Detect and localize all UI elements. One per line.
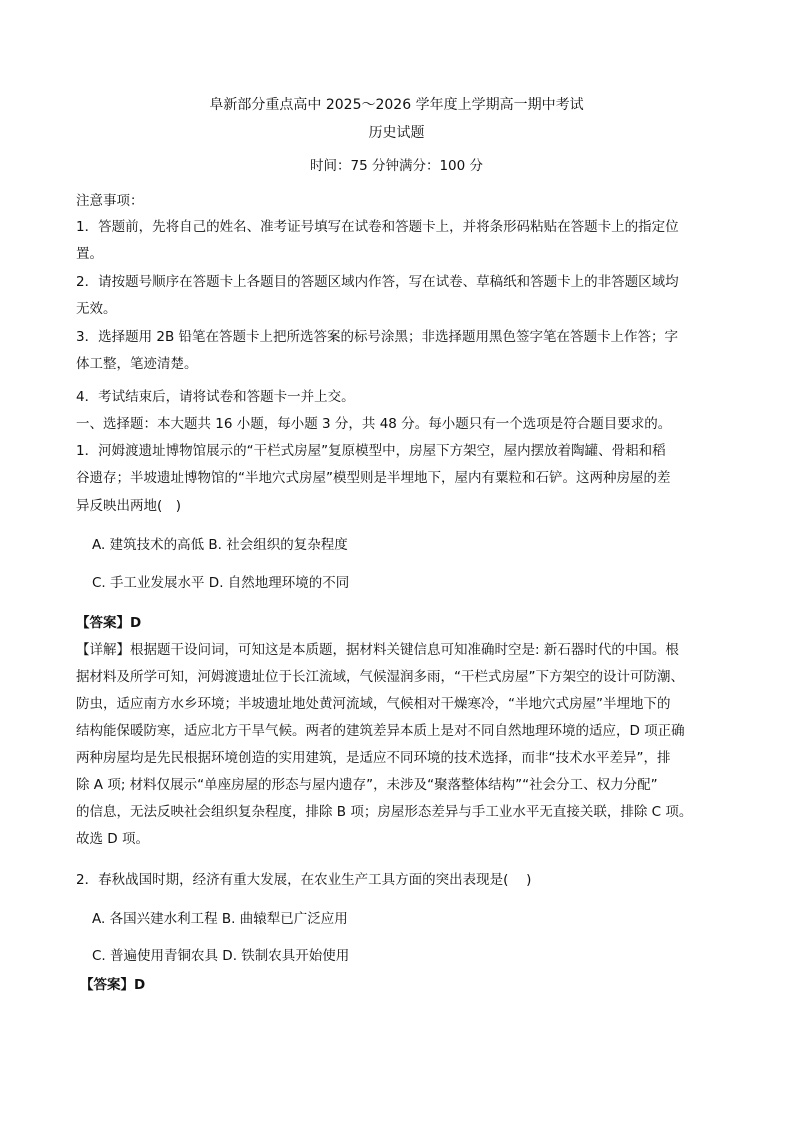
q1-detail-line-1: 【详解】根据题干设问词，可知这是本质题，据材料关键信息可知准确时空是: 新石器时代的中国。根 [76,642,679,658]
q1-detail-line-4: 结构能保暖防寒，适应北方干旱气候。两者的建筑差异本质上是对不同自然地理环境的适应，D 项正确 [76,723,685,739]
time-info: 时间：75 分钟满分：100 分 [309,158,484,174]
q1-stem-line-3: 异反映出两地( ) [76,498,182,514]
notice-item-1-cont: 置。 [76,246,103,262]
q2-answer: 【答案】D [80,977,146,993]
exam-title: 阜新部分重点高中 2025～2026 学年度上学期高一期中考试 [209,97,584,113]
q1-options-row-2: C. 手工业发展水平 D. 自然地理环境的不同 [92,575,350,591]
subject-title: 历史试题 [368,125,425,141]
notice-item-2-cont: 无效。 [76,301,117,317]
q2-stem: 2．春秋战国时期，经济有重大发展，在农业生产工具方面的突出表现是( ) [76,872,532,888]
q2-options-row-1: A. 各国兴建水利工程 B. 曲辕犁已广泛应用 [92,911,348,927]
q1-detail-line-6: 除 A 项; 材料仅展示“单座房屋的形态与屋内遗存”，未涉及“聚落整体结构”“社会分工、权力分配” [76,777,658,793]
notice-item-3-cont: 体工整，笔迹清楚。 [76,356,198,372]
q2-options-row-2: C. 普遍使用青铜农具 D. 铁制农具开始使用 [92,948,350,964]
q1-detail-line-7: 的信息，无法反映社会组织复杂程度，排除 B 项；房屋形态差异与手工业水平无直接关联，排除 C 项。 [76,804,693,820]
q1-detail-line-3: 防虫，适应南方水乡环境；半坡遗址地处黄河流域，气候相对干燥寒冷，“半地穴式房屋”半埋地下的 [76,696,671,712]
q1-detail-line-5: 两种房屋均是先民根据环境创造的实用建筑，是适应不同环境的技术选择，而非“技术水平差异”，排 [76,750,671,766]
q1-answer: 【答案】D [76,615,142,631]
notice-item-4: 4．考试结束后，请将试卷和答题卡一并上交。 [76,389,355,405]
q1-detail-line-2: 据材料及所学可知，河姆渡遗址位于长江流域，气候湿润多雨，“干栏式房屋”下方架空的设计可防潮、 [76,669,684,685]
q1-stem-line-1: 1．河姆渡遗址博物馆展示的“干栏式房屋”复原模型中，房屋下方架空，屋内摆放着陶罐、骨耜和稻 [76,443,666,459]
notice-item-3: 3．选择题用 2B 铅笔在答题卡上把所选答案的标号涂黑；非选择题用黑色签字笔在答题卡上作答；字 [76,329,679,345]
notice-item-2: 2．请按题号顺序在答题卡上各题目的答题区域内作答，写在试卷、草稿纸和答题卡上的非答题区域均 [76,274,679,290]
q1-detail-line-8: 故选 D 项。 [76,831,149,847]
section-heading: 一、选择题：本大题共 16 小题，每小题 3 分，共 48 分。每小题只有一个选项是符合题目要求的。 [76,416,672,432]
q1-options-row-1: A. 建筑技术的高低 B. 社会组织的复杂程度 [92,537,348,553]
notice-heading: 注意事项： [76,193,144,209]
notice-item-1: 1．答题前，先将自己的姓名、准考证号填写在试卷和答题卡上，并将条形码粘贴在答题卡上的指定位 [76,219,679,235]
q1-stem-line-2: 谷遗存；半坡遗址博物馆的“半地穴式房屋”模型则是半埋地下，屋内有粟粒和石铲。这两种房屋的差 [76,470,671,486]
